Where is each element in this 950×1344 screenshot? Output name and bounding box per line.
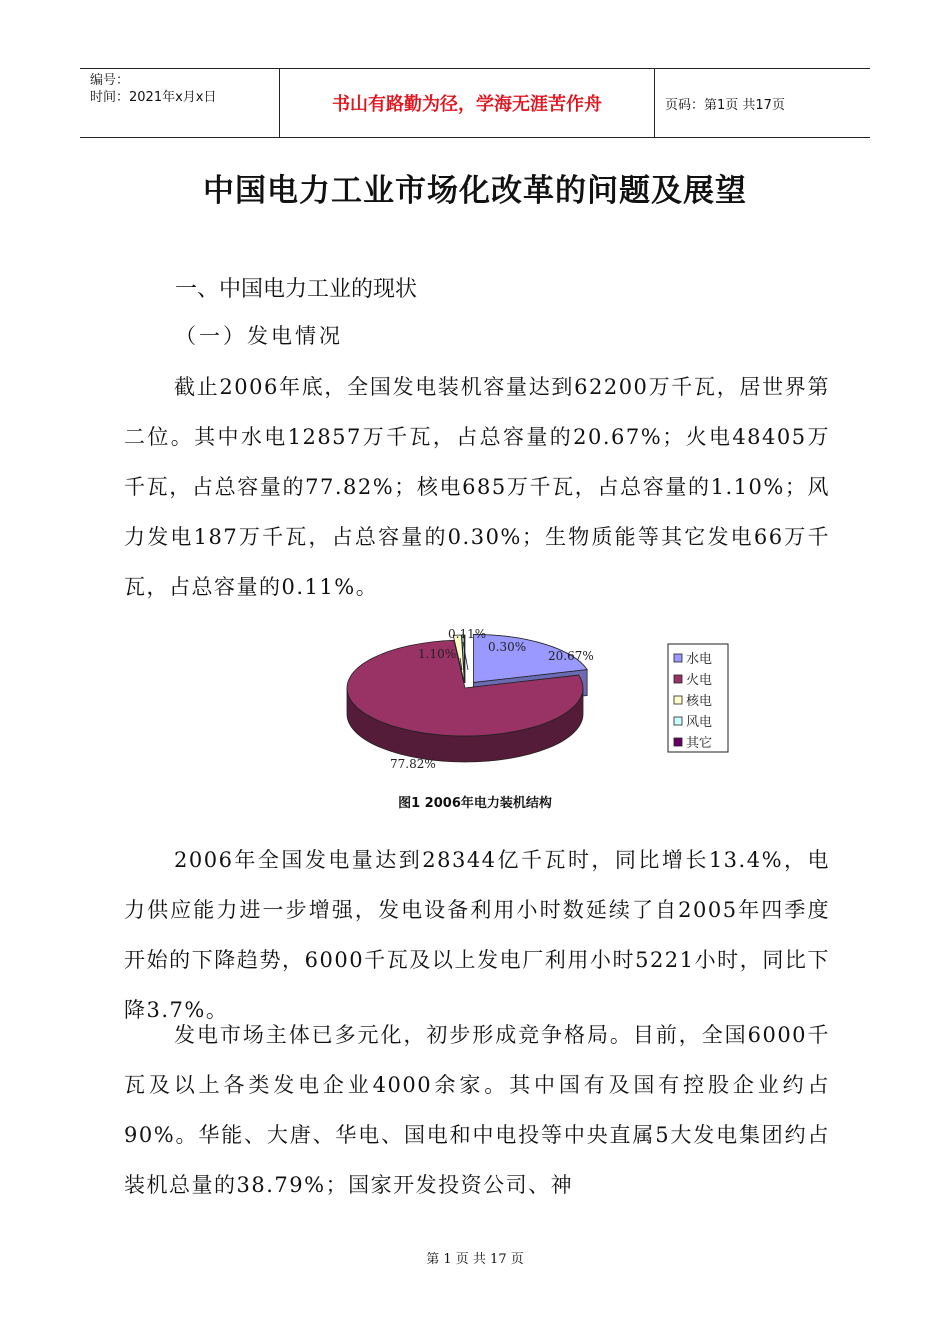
legend-label: 核电 bbox=[686, 694, 713, 709]
legend-label: 火电 bbox=[686, 673, 713, 688]
legend-swatch bbox=[674, 654, 682, 662]
number-label: 编号： bbox=[90, 73, 130, 88]
paragraph-capacity: 截止2006年底，全国发电装机容量达到62200万千瓦，居世界第二位。其中水电12857万千瓦，占总容量的20.67%；火电48405万千瓦，占总容量的77.82%；核电685万千瓦，占总容量的1.10%；风力发电187万千瓦，占总容量的0.30%；生物质能等其它发电66万千瓦，占总容量的0.11%。 bbox=[124, 375, 830, 599]
document-title: 中国电力工业市场化改革的问题及展望 bbox=[203, 173, 747, 209]
pie-data-label: 0.30% bbox=[488, 640, 527, 654]
legend-label: 水电 bbox=[686, 652, 713, 667]
legend-label: 其它 bbox=[686, 736, 713, 751]
chart-legend bbox=[668, 644, 728, 752]
pie-data-label: 1.10% bbox=[418, 647, 457, 661]
legend-swatch bbox=[674, 738, 682, 746]
section-heading: 一、中国电力工业的现状 bbox=[175, 277, 418, 302]
header-table bbox=[80, 68, 870, 138]
page-footer: 第 1 页 共 17 页 bbox=[426, 1252, 524, 1267]
figure-caption: 图1 2006年电力装机结构 bbox=[398, 796, 552, 811]
legend-swatch bbox=[674, 675, 682, 683]
paragraph-market: 发电市场主体已多元化，初步形成竞争格局。目前，全国6000千瓦及以上各类发电企业4000余家。其中国有及国有控股企业约占90%。华能、大唐、华电、国电和中电投等中央直属5大发电集团约占装机总量的38.79%；国家开发投资公司、神 bbox=[124, 1023, 830, 1197]
header-left-cell bbox=[80, 69, 280, 137]
legend-swatch bbox=[674, 696, 682, 704]
pie-data-label: 20.67% bbox=[548, 649, 594, 663]
legend-swatch bbox=[674, 717, 682, 725]
motto: 书山有路勤为径，学海无涯苦作舟 bbox=[280, 69, 655, 137]
subsection-heading: （一）发电情况 bbox=[175, 324, 343, 348]
pie-data-label: 77.82% bbox=[390, 757, 436, 771]
legend-label: 风电 bbox=[686, 715, 713, 730]
time-label: 时间：2021年x月x日 bbox=[90, 90, 217, 105]
pie-data-label: 0.11% bbox=[448, 627, 487, 641]
page-info: 页码：第1页 共17页 bbox=[665, 97, 785, 113]
paragraph-generation: 2006年全国发电量达到28344亿千瓦时，同比增长13.4%，电力供应能力进一步增强，发电设备利用小时数延续了自2005年四季度开始的下降趋势，6000千瓦及以上发电厂利用小时5221小时，同比下降3.7%。 bbox=[124, 848, 830, 1022]
capacity-pie-chart bbox=[330, 618, 730, 778]
